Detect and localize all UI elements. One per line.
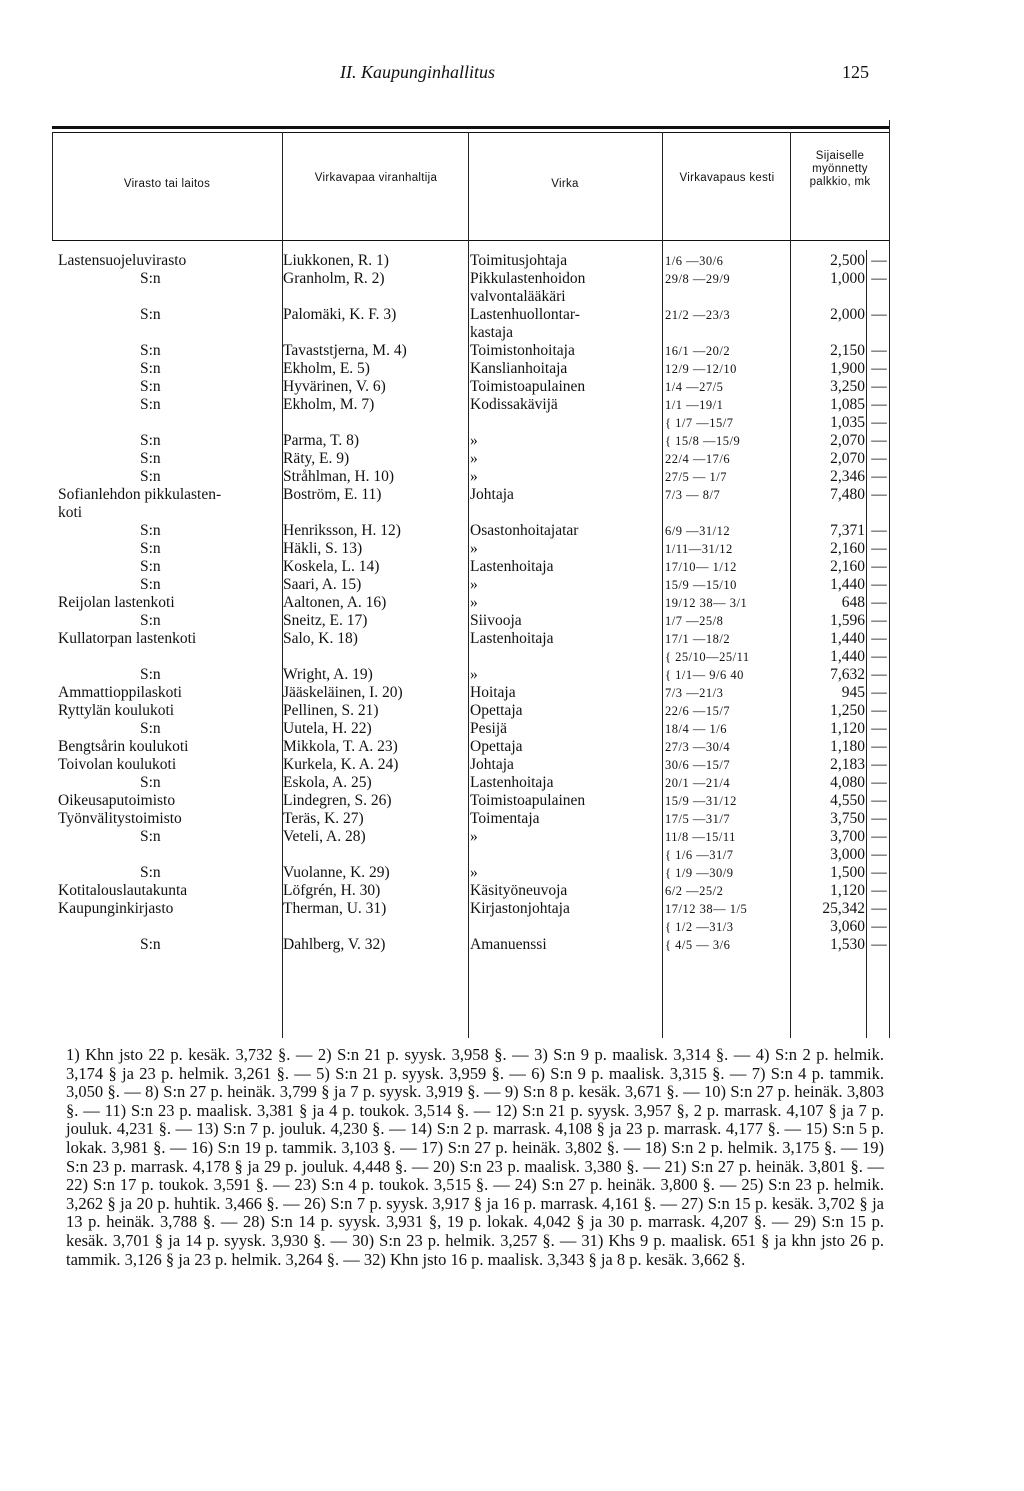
- post-cell: [470, 648, 665, 666]
- leave-period-cell: 22/4 —17/6: [665, 452, 731, 466]
- official-cell: Mikkola, T. A. 23): [283, 738, 398, 755]
- running-header-title: II. Kaupunginhallitus: [340, 62, 496, 82]
- pay-cell: 1,440: [830, 630, 865, 647]
- leave-period-cell: 12/9 —12/10: [665, 362, 737, 376]
- office-cell: Reijolan lastenkoti: [58, 594, 175, 611]
- leave-period-cell: 17/1 —18/2: [665, 632, 731, 646]
- pay-cell: 3,000: [830, 846, 865, 863]
- office-cell: S:n: [140, 432, 161, 449]
- official-cell: Löfgrén, H. 30): [283, 882, 381, 899]
- table-row: [58, 576, 893, 594]
- dash-cell: —: [871, 774, 887, 791]
- table-top-rule-thin: [52, 132, 890, 133]
- official-cell: [283, 324, 470, 342]
- pay-cell: 1,596: [830, 612, 865, 629]
- dash-cell: —: [871, 702, 887, 719]
- office-cell: S:n: [140, 720, 161, 737]
- official-cell: [283, 648, 470, 666]
- pay-cell: 1,000: [830, 270, 865, 287]
- post-cell: Toimistonhoitaja: [470, 342, 575, 359]
- dash-cell: [865, 288, 893, 306]
- dash-cell: —: [871, 522, 887, 539]
- dash-cell: —: [871, 810, 887, 827]
- table-row: [58, 288, 893, 306]
- office-cell: S:n: [140, 936, 161, 953]
- official-cell: Liukkonen, R. 1): [283, 252, 389, 269]
- dash-cell: —: [871, 738, 887, 755]
- leave-period-cell: { 1/1— 9/6 40: [665, 668, 744, 682]
- official-cell: Pellinen, S. 21): [283, 702, 379, 719]
- dash-cell: —: [871, 684, 887, 701]
- post-cell: kastaja: [470, 324, 514, 341]
- leave-period-cell: 19/12 38— 3/1: [665, 596, 748, 610]
- column-header-office: Virasto tai laitos: [123, 178, 211, 190]
- pay-cell: 1,250: [830, 702, 865, 719]
- leave-period-cell: { 1/6 —31/7: [665, 848, 734, 862]
- office-cell: S:n: [140, 828, 161, 845]
- table-row: [58, 936, 893, 954]
- office-cell: Työnvälitystoimisto: [58, 810, 182, 827]
- office-cell: S:n: [140, 522, 161, 539]
- official-cell: Salo, K. 18): [283, 630, 358, 647]
- pay-cell: 7,371: [830, 522, 865, 539]
- post-cell: »: [470, 828, 478, 845]
- leave-period-cell: 6/2 —25/2: [665, 884, 724, 898]
- pay-cell: 2,500: [830, 252, 865, 269]
- pay-cell: 3,700: [830, 828, 865, 845]
- official-cell: Therman, U. 31): [283, 900, 387, 917]
- office-cell: Lastensuojeluvirasto: [58, 252, 187, 269]
- dash-cell: —: [871, 378, 887, 395]
- dash-cell: —: [871, 666, 887, 683]
- post-cell: Kirjastonjohtaja: [470, 900, 570, 917]
- column-header-substitute-pay: Sijaiselle myönnetty palkkio, mk: [809, 150, 871, 188]
- pay-cell: 2,160: [830, 540, 865, 557]
- dash-cell: —: [871, 414, 887, 431]
- official-cell: Veteli, A. 28): [283, 828, 366, 845]
- pay-cell: 1,180: [830, 738, 865, 755]
- table-row: [58, 666, 893, 684]
- pay-cell: 3,750: [830, 810, 865, 827]
- office-cell: Kaupunginkirjasto: [58, 900, 174, 917]
- column-divider: [52, 132, 53, 240]
- table-row: [58, 558, 893, 576]
- dash-cell: —: [871, 720, 887, 737]
- post-cell: Lastenhoitaja: [470, 774, 554, 791]
- post-cell: Amanuenssi: [470, 936, 547, 953]
- table-row: [58, 378, 893, 396]
- office-cell: S:n: [140, 270, 161, 287]
- post-cell: Toimentaja: [470, 810, 540, 827]
- table-row: [58, 324, 893, 342]
- post-cell: Lastenhuollontar-: [470, 306, 580, 323]
- dash-cell: —: [871, 612, 887, 629]
- pay-cell: [795, 504, 865, 522]
- leave-period-cell: { 1/2 —31/3: [665, 920, 734, 934]
- dash-cell: —: [871, 252, 887, 269]
- official-cell: Uutela, H. 22): [283, 720, 372, 737]
- dash-cell: —: [871, 828, 887, 845]
- office-cell: S:n: [140, 774, 161, 791]
- official-cell: Jääskeläinen, I. 20): [283, 684, 403, 701]
- table-row: [58, 522, 893, 540]
- office-cell: Ryttylän koulukoti: [58, 702, 175, 719]
- office-cell: [58, 324, 283, 342]
- table-row: [58, 342, 893, 360]
- post-cell: Lastenhoitaja: [470, 630, 554, 647]
- post-cell: [470, 504, 665, 522]
- pay-cell: [795, 288, 865, 306]
- post-cell: Lastenhoitaja: [470, 558, 554, 575]
- table-row: [58, 540, 893, 558]
- office-cell: Sofianlehdon pikkulasten-: [58, 486, 222, 503]
- post-cell: Johtaja: [470, 756, 514, 773]
- table-row: [58, 486, 893, 504]
- table-row: [58, 828, 893, 846]
- pay-cell: 4,550: [830, 792, 865, 809]
- office-cell: S:n: [140, 342, 161, 359]
- table-top-rule: [52, 126, 890, 129]
- table-row: [58, 792, 893, 810]
- office-cell: [58, 846, 283, 864]
- leave-period-cell: { 1/7 —15/7: [665, 416, 734, 430]
- dash-cell: —: [871, 648, 887, 665]
- table-row: [58, 720, 893, 738]
- post-cell: Pikkulastenhoidon: [470, 270, 586, 287]
- dash-cell: —: [871, 756, 887, 773]
- official-cell: [283, 414, 470, 432]
- official-cell: Saari, A. 15): [283, 576, 362, 593]
- leave-period-cell: 30/6 —15/7: [665, 758, 731, 772]
- office-cell: S:n: [140, 468, 161, 485]
- official-cell: Granholm, R. 2): [283, 270, 385, 287]
- leave-period-cell: 29/8 —29/9: [665, 272, 731, 286]
- dash-cell: —: [871, 468, 887, 485]
- leave-period-cell: 7/3 —21/3: [665, 686, 724, 700]
- post-cell: Toimistoapulainen: [470, 378, 586, 395]
- dash-cell: —: [871, 882, 887, 899]
- leave-period-cell: 1/7 —25/8: [665, 614, 724, 628]
- office-cell: [58, 288, 283, 306]
- pay-cell: 2,160: [830, 558, 865, 575]
- office-cell: Oikeusaputoimisto: [58, 792, 176, 809]
- post-cell: Kanslianhoitaja: [470, 360, 568, 377]
- leave-period-cell: 15/9 —31/12: [665, 794, 737, 808]
- dash-cell: [865, 324, 893, 342]
- official-cell: Häkli, S. 13): [283, 540, 363, 557]
- official-cell: [283, 846, 470, 864]
- leave-period-cell: 1/4 —27/5: [665, 380, 724, 394]
- table-row: [58, 900, 893, 918]
- post-cell: »: [470, 540, 478, 557]
- official-cell: Lindegren, S. 26): [283, 792, 392, 809]
- official-cell: Hyvärinen, V. 6): [283, 378, 386, 395]
- leave-period-cell: 7/3 — 8/7: [665, 488, 721, 502]
- table-row: [58, 504, 893, 522]
- table-row: [58, 270, 893, 288]
- post-cell: [470, 414, 665, 432]
- dash-cell: —: [871, 846, 887, 863]
- official-cell: Vuolanne, K. 29): [283, 864, 390, 881]
- official-cell: Palomäki, K. F. 3): [283, 306, 397, 323]
- dash-cell: —: [871, 918, 887, 935]
- dash-cell: —: [871, 558, 887, 575]
- pay-cell: 3,060: [830, 918, 865, 935]
- column-header-post: Virka: [551, 178, 579, 190]
- pay-cell: 2,150: [830, 342, 865, 359]
- office-cell: S:n: [140, 540, 161, 557]
- office-cell: S:n: [140, 576, 161, 593]
- post-cell: Opettaja: [470, 702, 523, 719]
- office-cell: S:n: [140, 306, 161, 323]
- dash-cell: —: [871, 270, 887, 287]
- leave-period-cell: 18/4 — 1/6: [665, 722, 727, 736]
- pay-cell: 1,500: [830, 864, 865, 881]
- office-cell: S:n: [140, 378, 161, 395]
- leave-period-cell: 6/9 —31/12: [665, 524, 731, 538]
- post-cell: Hoitaja: [470, 684, 516, 701]
- table-row: [58, 612, 893, 630]
- post-cell: valvontalääkäri: [470, 288, 566, 305]
- pay-cell: 945: [841, 684, 865, 701]
- table-row: [58, 810, 893, 828]
- office-cell: S:n: [140, 558, 161, 575]
- pay-cell: 1,035: [830, 414, 865, 431]
- pay-cell: 1,120: [830, 720, 865, 737]
- post-cell: [470, 918, 665, 936]
- pay-cell: 2,070: [830, 450, 865, 467]
- dash-cell: —: [871, 432, 887, 449]
- pay-cell: 7,480: [830, 486, 865, 503]
- table-row: [58, 630, 893, 648]
- dash-cell: —: [871, 630, 887, 647]
- dash-cell: —: [871, 342, 887, 359]
- post-cell: »: [470, 576, 478, 593]
- leave-period-cell: 1/11—31/12: [665, 542, 733, 556]
- office-cell: koti: [58, 504, 83, 521]
- dash-cell: —: [871, 396, 887, 413]
- leave-period-cell: 20/1 —21/4: [665, 776, 731, 790]
- leave-period-cell: 21/2 —23/3: [665, 308, 731, 322]
- leave-period-cell: 16/1 —20/2: [665, 344, 731, 358]
- dash-cell: —: [871, 792, 887, 809]
- leave-period-cell: 22/6 —15/7: [665, 704, 731, 718]
- dash-cell: —: [871, 864, 887, 881]
- official-cell: Tavaststjerna, M. 4): [283, 342, 407, 359]
- office-cell: S:n: [140, 450, 161, 467]
- pay-cell: 2,000: [830, 306, 865, 323]
- table-row: [58, 414, 893, 432]
- office-cell: [58, 648, 283, 666]
- office-cell: S:n: [140, 360, 161, 377]
- post-cell: Kodissakävijä: [470, 396, 558, 413]
- leave-period-cell: { 4/5 — 3/6: [665, 938, 731, 952]
- pay-cell: 2,346: [830, 468, 865, 485]
- post-cell: Johtaja: [470, 486, 514, 503]
- post-cell: »: [470, 864, 478, 881]
- official-cell: Räty, E. 9): [283, 450, 350, 467]
- office-cell: S:n: [140, 666, 161, 683]
- dash-cell: —: [871, 450, 887, 467]
- table-row: [58, 450, 893, 468]
- page-number: 125: [842, 62, 869, 82]
- official-cell: Eskola, A. 25): [283, 774, 372, 791]
- office-cell: S:n: [140, 864, 161, 881]
- table-row: [58, 882, 893, 900]
- post-cell: [470, 846, 665, 864]
- leave-period-cell: [665, 288, 795, 306]
- office-cell: Bengtsårin koulukoti: [58, 738, 189, 755]
- official-cell: Aaltonen, A. 16): [283, 594, 387, 611]
- leave-period-cell: 27/3 —30/4: [665, 740, 731, 754]
- leave-period-cell: 17/12 38— 1/5: [665, 902, 748, 916]
- pay-cell: 1,085: [830, 396, 865, 413]
- pay-cell: 4,080: [830, 774, 865, 791]
- post-cell: »: [470, 666, 478, 683]
- post-cell: Osastonhoitajatar: [470, 522, 579, 539]
- office-cell: [58, 414, 283, 432]
- pay-cell: 7,632: [830, 666, 865, 683]
- table-row: [58, 918, 893, 936]
- official-cell: Parma, T. 8): [283, 432, 360, 449]
- official-cell: Ekholm, E. 5): [283, 360, 370, 377]
- table-row: [58, 594, 893, 612]
- dash-cell: [865, 504, 893, 522]
- dash-cell: —: [871, 936, 887, 953]
- pay-cell: 648: [841, 594, 865, 611]
- office-cell: Ammattioppilaskoti: [58, 684, 182, 701]
- official-cell: Kurkela, K. A. 24): [283, 756, 399, 773]
- leave-period-cell: 15/9 —15/10: [665, 578, 737, 592]
- pay-cell: 3,250: [830, 378, 865, 395]
- leave-period-cell: [665, 324, 795, 342]
- official-cell: [283, 918, 470, 936]
- post-cell: »: [470, 468, 478, 485]
- table-row: [58, 432, 893, 450]
- dash-cell: —: [871, 576, 887, 593]
- official-cell: Wright, A. 19): [283, 666, 373, 683]
- pay-cell: 1,440: [830, 648, 865, 665]
- table-row: [58, 252, 893, 270]
- post-cell: »: [470, 432, 478, 449]
- official-cell: Ekholm, M. 7): [283, 396, 375, 413]
- pay-cell: 1,900: [830, 360, 865, 377]
- column-header-leave-period: Virkavapaus kesti: [679, 172, 775, 184]
- official-cell: Henriksson, H. 12): [283, 522, 401, 539]
- table-row: [58, 774, 893, 792]
- official-cell: Sneitz, E. 17): [283, 612, 368, 629]
- official-cell: [283, 504, 470, 522]
- pay-cell: 2,183: [830, 756, 865, 773]
- office-cell: Kullatorpan lastenkoti: [58, 630, 197, 647]
- official-cell: Dahlberg, V. 32): [283, 936, 386, 953]
- office-cell: S:n: [140, 612, 161, 629]
- dash-cell: —: [871, 594, 887, 611]
- pay-cell: 2,070: [830, 432, 865, 449]
- table-row: [58, 846, 893, 864]
- leave-period-cell: 11/8 —15/11: [665, 830, 736, 844]
- footnotes: 1) Khn jsto 22 p. kesäk. 3,732 §. — 2) S:n 21 p. syysk. 3,958 §. — 3) S:n 9 p. maalisk. 3,314 §. — 4) S:n 2 p. helmik. 3,174 § ja 23 p. helmik. 3,261 §. — 5) S:n 21 p. syysk. 3,959 §. — 6) S:n 9 p. maalisk. 3,315 §. — 7) S:n 4 p. tammik. 3,050 §. — 8) S:n 27 p. heinäk. 3,799 § ja 7 p. syysk. 3,919 §. — 9) S:n 8 p. kesäk. 3,671 §. — 10) S:n 27 p. heinäk. 3,803 §. — 11) S:n 23 p. maalisk. 3,381 § ja 4 p. toukok. 3,514 §. — 12) S:n 21 p. syysk. 3,957 §, 2 p. marrask. 4,107 § ja 7 p. jouluk. 4,231 §. — 13) S:n 7 p. jouluk. 4,230 §. — 14) S:n 2 p. marrask. 4,108 § ja 23 p. marrask. 4,177 §. — 15) S:n 5 p. lokak. 3,981 §. — 16) S:n 19 p. tammik. 3,103 §. — 17) S:n 27 p. heinäk. 3,802 §. — 18) S:n 2 p. helmik. 3,175 §. — 19) S:n 23 p. marrask. 4,178 § ja 29 p. jouluk. 4,448 §. — 20) S:n 23 p. maalisk. 3,380 §. — 21) S:n 27 p. heinäk. 3,801 §. — 22) S:n 17 p. toukok. 3,591 §. — 23) S:n 4 p. toukok. 3,515 §. — 24) S:n 27 p. heinäk. 3,800 §. — 25) S:n 23 p. helmik. 3,262 § ja 20 p. huhtik. 3,466 §. — 26) S:n 7 p. syysk. 3,917 § ja 16 p. marrask. 4,161 §. — 27) S:n 15 p. kesäk. 3,702 § ja 13 p. heinäk. 3,788 §. — 28) S:n 14 p. syysk. 3,931 §, 19 p. lokak. 4,042 § ja 30 p. marrask. 4,207 §. — 29) S:n 15 p. kesäk. 3,701 § ja 14 p. syysk. 3,930 §. — 30) S:n 23 p. helmik. 3,257 §. — 31) Khs 9 p. maalisk. 651 § ja khn jsto 26 p. tammik. 3,126 § ja 23 p. helmik. 3,264 §. — 32) Khn jsto 16 p. maalisk. 3,343 § ja 8 p. kesäk. 3,662 §.: [66, 1045, 884, 1269]
- official-cell: [283, 288, 470, 306]
- post-cell: Pesijä: [470, 720, 508, 737]
- office-cell: Kotitalouslautakunta: [58, 882, 188, 899]
- dash-cell: —: [871, 486, 887, 503]
- office-cell: [58, 918, 283, 936]
- table-row: [58, 756, 893, 774]
- table-row: [58, 702, 893, 720]
- official-cell: Teräs, K. 27): [283, 810, 364, 827]
- table-row: [58, 648, 893, 666]
- official-cell: Boström, E. 11): [283, 486, 382, 503]
- official-cell: Stråhlman, H. 10): [283, 468, 395, 485]
- leave-table: [58, 252, 893, 954]
- pay-cell: 1,440: [830, 576, 865, 593]
- post-cell: Siivooja: [470, 612, 522, 629]
- leave-period-cell: 1/1 —19/1: [665, 398, 724, 412]
- pay-cell: 1,120: [830, 882, 865, 899]
- dash-cell: —: [871, 306, 887, 323]
- table-row: [58, 864, 893, 882]
- post-cell: »: [470, 594, 478, 611]
- table-row: [58, 738, 893, 756]
- column-header-official: Virkavapaa viranhaltija: [314, 172, 438, 184]
- table-row: [58, 360, 893, 378]
- leave-period-cell: [665, 504, 795, 522]
- pay-cell: [795, 324, 865, 342]
- leave-period-cell: 17/10— 1/12: [665, 560, 737, 574]
- pay-cell: 25,342: [822, 900, 865, 917]
- post-cell: Käsityöneuvoja: [470, 882, 568, 899]
- table-row: [58, 396, 893, 414]
- office-cell: Toivolan koulukoti: [58, 756, 177, 773]
- table-row: [58, 684, 893, 702]
- leave-period-cell: { 15/8 —15/9: [665, 434, 741, 448]
- leave-period-cell: { 1/9 —30/9: [665, 866, 734, 880]
- table-row: [58, 468, 893, 486]
- table-row: [58, 306, 893, 324]
- office-cell: S:n: [140, 396, 161, 413]
- dash-cell: —: [871, 540, 887, 557]
- dash-cell: —: [871, 360, 887, 377]
- table-header-rule: [52, 240, 890, 241]
- leave-period-cell: 27/5 — 1/7: [665, 470, 727, 484]
- dash-cell: —: [871, 900, 887, 917]
- post-cell: Toimistoapulainen: [470, 792, 586, 809]
- leave-period-cell: { 25/10—25/11: [665, 650, 750, 664]
- post-cell: Opettaja: [470, 738, 523, 755]
- post-cell: Toimitusjohtaja: [470, 252, 568, 269]
- leave-period-cell: 1/6 —30/6: [665, 254, 724, 268]
- pay-cell: 1,530: [830, 936, 865, 953]
- leave-period-cell: 17/5 —31/7: [665, 812, 731, 826]
- post-cell: »: [470, 450, 478, 467]
- official-cell: Koskela, L. 14): [283, 558, 380, 575]
